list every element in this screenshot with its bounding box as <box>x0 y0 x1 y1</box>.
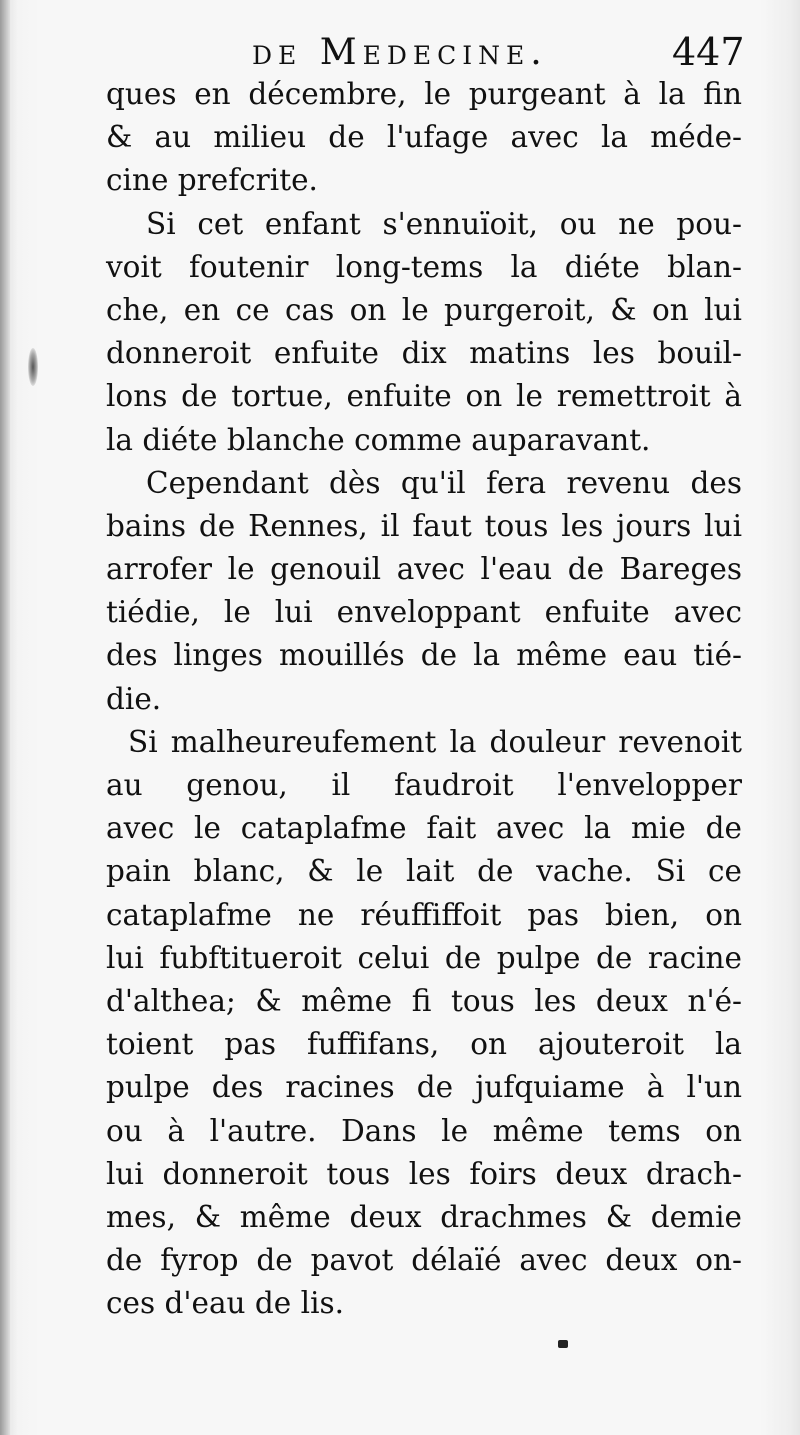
text-line: die. <box>106 681 162 716</box>
text-line: d'althea; & même fi tous les deux n'é- <box>106 983 742 1018</box>
text-line: avec le cataplafme fait avec la mie de <box>106 811 742 846</box>
text-line: ces d'eau de lis. <box>106 1286 345 1321</box>
text-line: cataplafme ne réuffiffoit pas bien, on <box>106 897 742 932</box>
running-title: de Medecine. <box>252 32 548 73</box>
paragraph-3 <box>106 462 742 721</box>
text-line: mes, & même deux drachmes & demie <box>106 1199 742 1234</box>
paragraph-4 <box>106 721 742 1326</box>
page-number: 447 <box>672 30 745 74</box>
text-line: lons de tortue, enfuite on le remettroit à <box>106 379 742 414</box>
text-line: arrofer le genouil avec l'eau de Bareges <box>106 552 742 587</box>
text-line: Si cet enfant s'ennuïoit, ou ne pou- <box>146 206 742 241</box>
text-line: donneroit enfuite dix matins les bouil- <box>106 336 742 371</box>
text-line: voit foutenir long-tems la diéte blan- <box>106 249 742 284</box>
text-line: tiédie, le lui enveloppant enfuite avec <box>106 595 742 630</box>
printer-mark <box>558 1340 568 1348</box>
text-line: ques en décembre, le purgeant à la fin <box>106 77 742 111</box>
text-line: pain blanc, & le lait de vache. Si ce <box>106 854 742 889</box>
text-line: bains de Rennes, il faut tous les jours lui <box>106 508 742 543</box>
text-line: ou à l'autre. Dans le même tems on <box>106 1113 742 1148</box>
text-line: de fyrop de pavot délaïé avec deux on- <box>106 1243 742 1278</box>
ink-smudge <box>28 348 38 386</box>
text-line: & au milieu de l'ufage avec la méde- <box>106 120 742 155</box>
paragraph-2 <box>106 203 742 462</box>
body-text <box>106 73 742 1325</box>
text-line: des linges mouillés de la même eau tié- <box>106 638 742 673</box>
text-line: lui fubftitueroit celui de pulpe de racine <box>106 940 742 975</box>
text-line: la diéte blanche comme auparavant. <box>106 422 651 457</box>
text-line: lui donneroit tous les foirs deux drach- <box>106 1156 742 1191</box>
text-line: toient pas fuffifans, on ajouteroit la <box>106 1027 742 1062</box>
text-line: pulpe des racines de jufquiame à l'un <box>106 1070 742 1105</box>
page-gutter-shadow <box>0 0 10 1435</box>
text-line: che, en ce cas on le purgeroit, & on lui <box>106 292 742 327</box>
text-line: cine prefcrite. <box>106 163 318 198</box>
paragraph-1 <box>106 73 742 203</box>
text-line: au genou, il faudroit l'envelopper <box>106 768 742 802</box>
text-line: Cependant dès qu'il fera revenu des <box>146 465 742 500</box>
text-line: Si malheureufement la douleur revenoit <box>128 724 742 759</box>
